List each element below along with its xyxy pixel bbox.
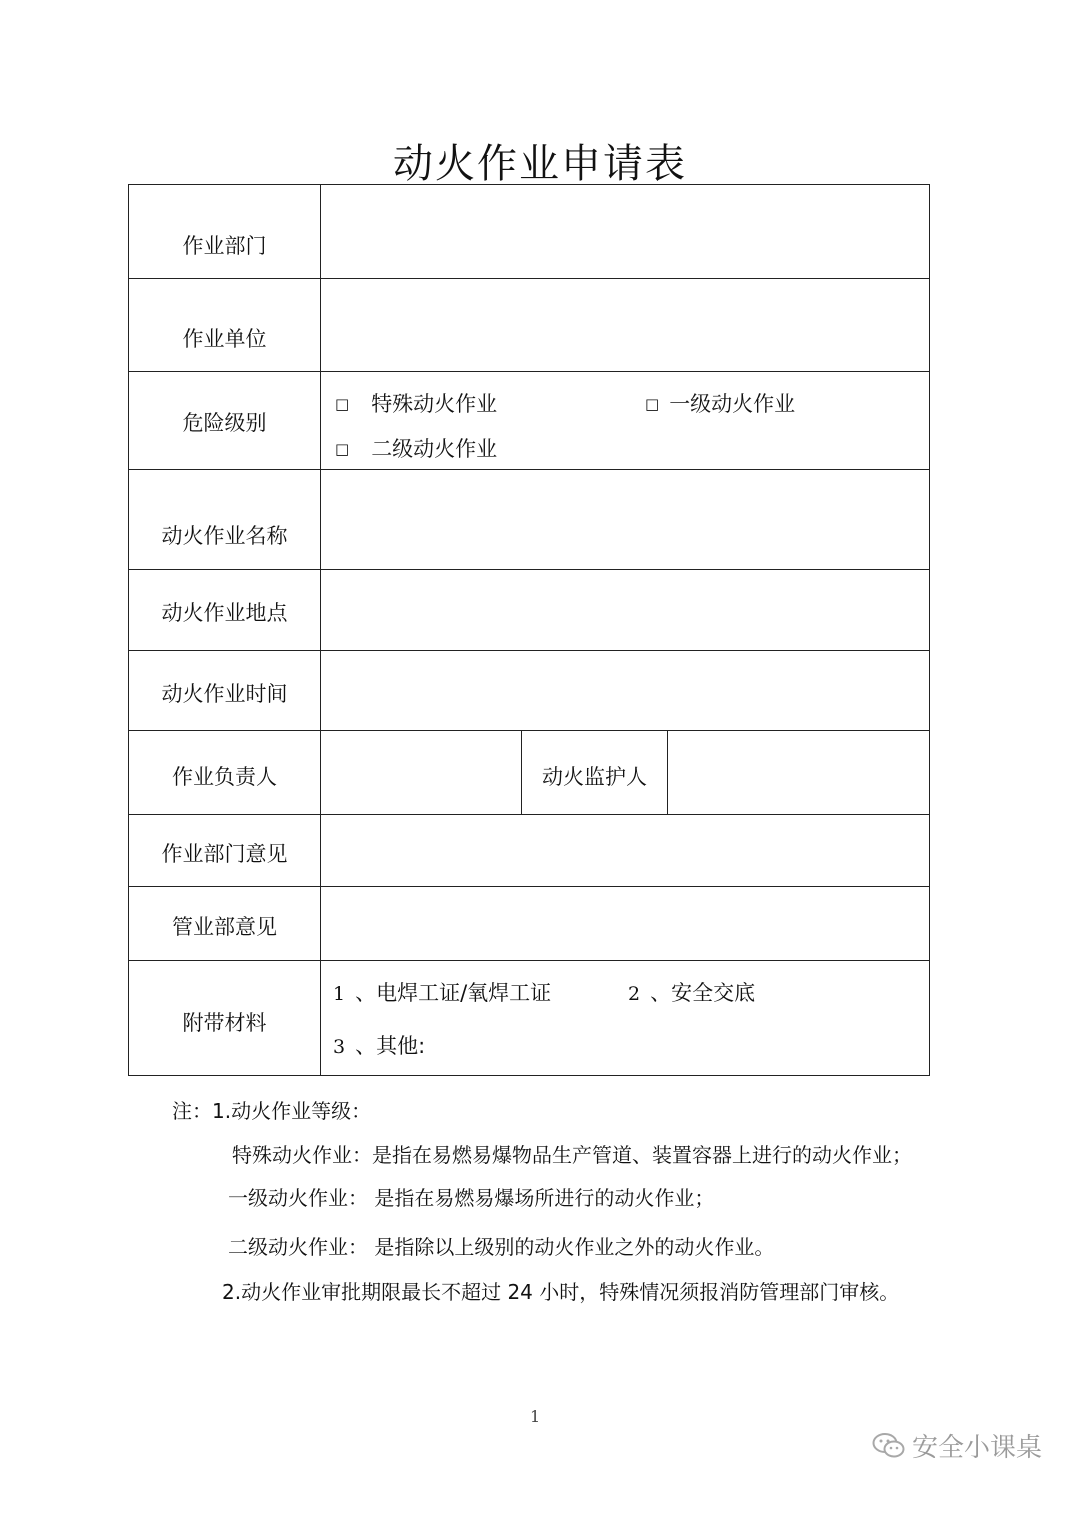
page-number: 1 [530, 1407, 541, 1426]
option-level-2-fire-work[interactable]: □ 二级动火作业 [335, 437, 498, 461]
row-location [129, 570, 929, 651]
checkbox-icon[interactable]: □ [335, 440, 350, 458]
row-mgmt-opinion [129, 887, 929, 961]
row-attachments [129, 961, 929, 1075]
row-time [129, 651, 929, 731]
option-special-fire-work[interactable]: □ 特殊动火作业 [335, 392, 498, 416]
application-form-table [128, 184, 930, 1076]
wechat-icon [872, 1432, 906, 1460]
field-location[interactable] [321, 570, 929, 650]
row-work-name [129, 470, 929, 570]
label-monitor: 动火监护人 [542, 765, 647, 789]
field-department[interactable] [321, 185, 929, 278]
field-time[interactable] [321, 651, 929, 730]
watermark [872, 1427, 1042, 1464]
field-work-name[interactable] [321, 470, 929, 569]
notes-heading: 注：1.动火作业等级： [172, 1099, 372, 1123]
label-work-name: 动火作业名称 [161, 524, 288, 548]
field-monitor[interactable] [668, 731, 929, 814]
attachment-item-2: 2 、安全交底 [628, 981, 756, 1005]
label-location: 动火作业地点 [161, 601, 288, 625]
watermark-text: 安全小课桌 [912, 1433, 1043, 1463]
field-mgmt-opinion[interactable] [321, 887, 929, 960]
label-risk-level: 危险级别 [182, 411, 267, 435]
row-unit [129, 279, 929, 372]
label-unit: 作业单位 [182, 327, 267, 351]
row-leader-monitor [129, 731, 929, 815]
field-unit[interactable] [321, 279, 929, 371]
field-dept-opinion[interactable] [321, 815, 929, 886]
label-attachments: 附带材料 [182, 1011, 267, 1035]
attachment-item-3: 3 、其他: [333, 1034, 426, 1058]
label-time: 动火作业时间 [161, 682, 288, 706]
note-special-level: 特殊动火作业：是指在易燃易爆物品生产管道、装置容器上进行的动火作业； [232, 1143, 912, 1167]
row-risk-level [129, 372, 929, 470]
page-title: 动火作业申请表 [393, 141, 687, 187]
row-dept-opinion [129, 815, 929, 887]
label-mgmt-opinion: 管业部意见 [172, 915, 277, 939]
checkbox-icon[interactable]: □ [645, 395, 660, 413]
note-level-1: 一级动火作业： 是指在易燃易爆场所进行的动火作业； [228, 1186, 715, 1210]
checkbox-icon[interactable]: □ [335, 395, 350, 413]
label-department: 作业部门 [182, 234, 267, 258]
field-leader[interactable] [321, 731, 521, 814]
label-dept-opinion: 作业部门意见 [161, 842, 288, 866]
note-approval-period: 2.动火作业审批期限最长不超过 24 小时，特殊情况须报消防管理部门审核。 [222, 1280, 900, 1304]
row-department [129, 185, 929, 279]
attachment-item-1: 1 、电焊工证/氧焊工证 [333, 981, 552, 1005]
note-level-2: 二级动火作业： 是指除以上级别的动火作业之外的动火作业。 [228, 1235, 775, 1259]
option-level-1-fire-work[interactable]: □ 一级动火作业 [645, 392, 796, 416]
label-leader: 作业负责人 [172, 765, 277, 789]
